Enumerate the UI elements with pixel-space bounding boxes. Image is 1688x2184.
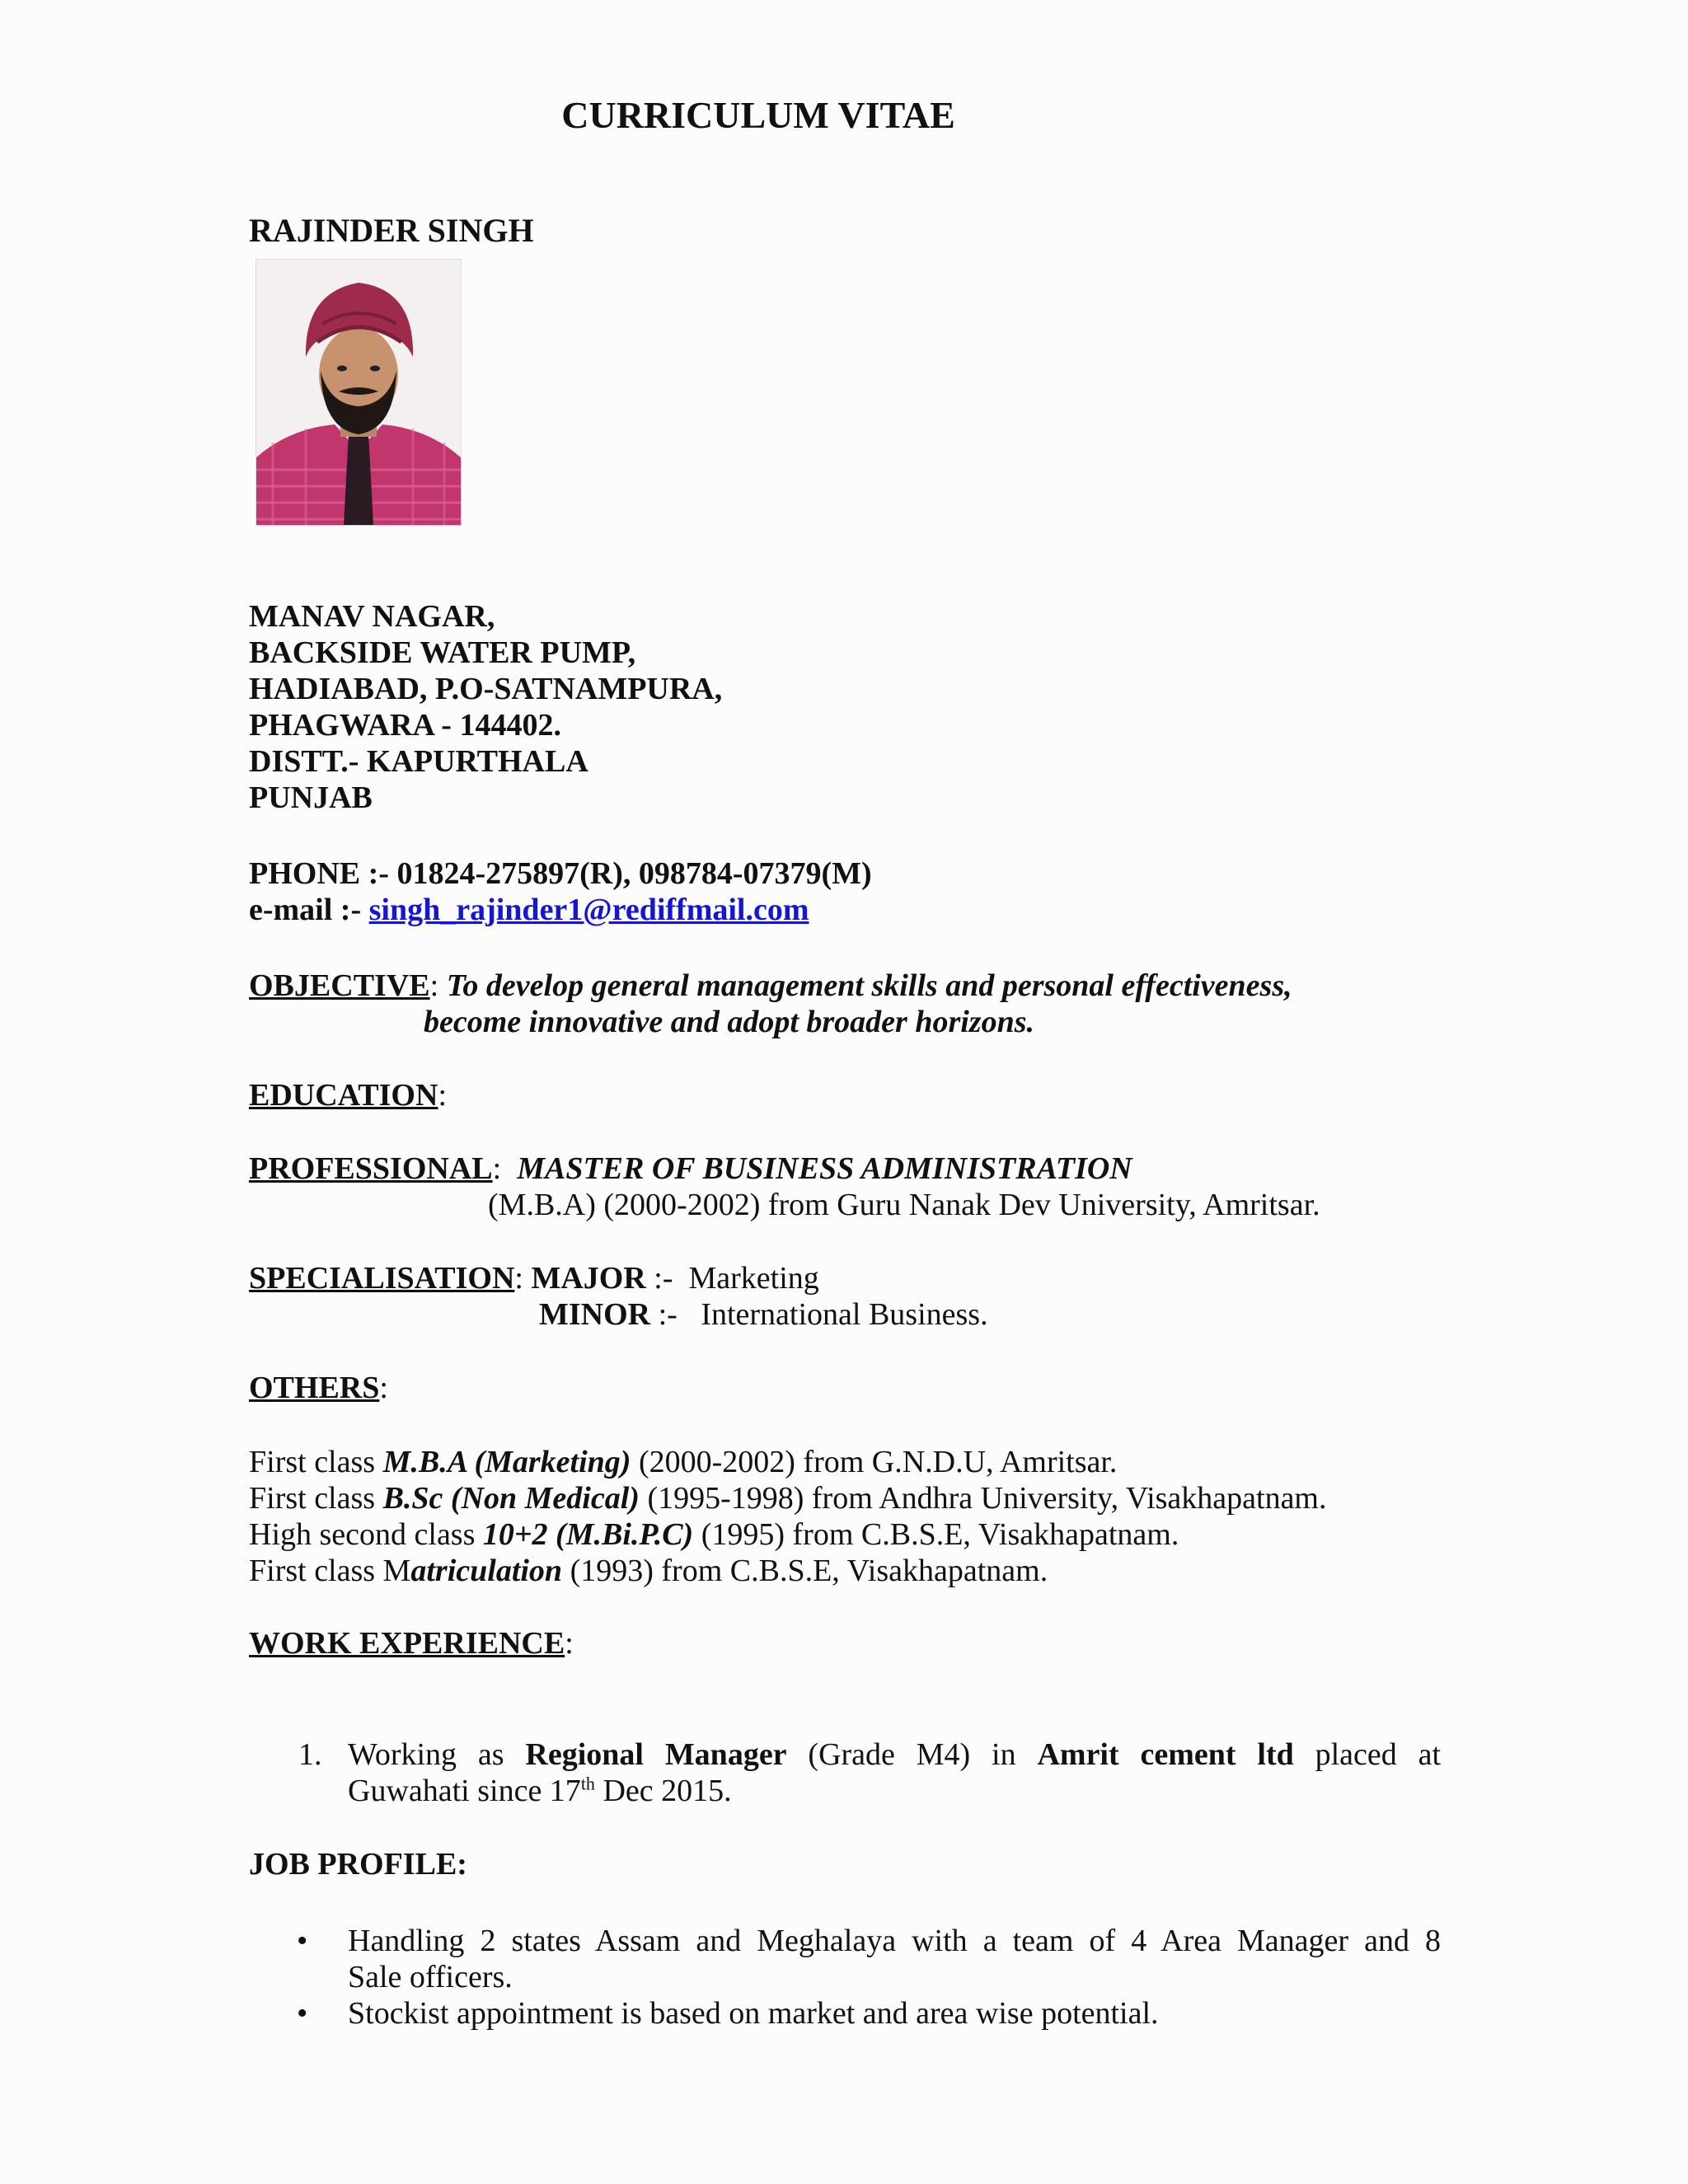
bullet-line: Handling 2 states Assam and Meghalaya with a team of 4 Area Manager and 8 [348, 1924, 1441, 1958]
qualification-detail: (1995-1998) from Andhra University, Visakhapatnam. [639, 1481, 1327, 1516]
specialisation-major-line: SPECIALISATION: MAJOR :- Marketing [249, 1261, 819, 1296]
qualification-prefix: First class [249, 1445, 383, 1479]
qualification-name: 10+2 (M.Bi.P.C) [482, 1517, 694, 1552]
objective-heading: OBJECTIVE [249, 968, 430, 1003]
phone-value: 01824-275897(R), 098784-07379(M) [396, 856, 872, 891]
objective-line-2: become innovative and adopt broader horizons. [424, 1005, 1035, 1039]
major-value: Marketing [688, 1261, 819, 1296]
others-list [249, 1444, 1469, 1589]
qualification-detail: (1993) from C.B.S.E, Visakhapatnam. [562, 1554, 1048, 1588]
bullet-text [348, 1995, 1441, 2032]
objective-text: To develop general management skills and personal effectiveness, [446, 968, 1292, 1003]
address-line: PUNJAB [249, 780, 373, 815]
ordinal-suffix: th [580, 1773, 595, 1794]
qualification-name: atriculation [410, 1554, 563, 1588]
bullet-icon: • [297, 1996, 308, 2031]
address-line: DISTT.- KAPURTHALA [249, 744, 588, 779]
minor-value: International Business. [701, 1297, 988, 1332]
address-line: HADIABAD, P.O-SATNAMPURA, [249, 672, 723, 706]
specialisation-minor-line: MINOR :- International Business. [539, 1297, 988, 1332]
bullet-line: Sale officers. [348, 1960, 513, 1994]
professional-heading: PROFESSIONAL [249, 1151, 493, 1186]
qualification-detail: (1995) from C.B.S.E, Visakhapatnam. [693, 1517, 1179, 1552]
education-heading: EDUCATION [249, 1078, 438, 1113]
professional-qualification [249, 1151, 1469, 1223]
qualification-prefix: High second class [249, 1517, 483, 1552]
work-heading-line: WORK EXPERIENCE: [249, 1626, 574, 1661]
work-text: Dec 2015. [594, 1774, 732, 1808]
postal-address [249, 598, 722, 816]
work-text: Working as [348, 1737, 504, 1772]
bullet-line: Stockist appointment is based on market and area wise potential. [348, 1996, 1159, 2031]
qualification-name: M.B.A (Marketing) [382, 1445, 631, 1479]
work-text: Guwahati since 17 [348, 1774, 581, 1808]
item-number: 1. [298, 1737, 322, 1772]
work-text: (Grade M4) in [808, 1737, 1016, 1772]
contact-block [249, 855, 872, 928]
email-link[interactable]: singh_rajinder1@rediffmail.com [368, 893, 809, 927]
phone-line [249, 855, 872, 892]
job-role: Regional Manager [525, 1737, 787, 1772]
list-item [249, 1923, 1439, 1995]
profile-photo [256, 259, 462, 526]
document-title: CURRICULUM VITAE [561, 94, 955, 136]
specialisation [249, 1260, 1469, 1333]
qualification-prefix: First class M [249, 1554, 411, 1588]
list-item [249, 1480, 1469, 1516]
email-line [249, 892, 872, 928]
qualification-prefix: First class [249, 1481, 383, 1516]
work-experience-heading: WORK EXPERIENCE [249, 1626, 565, 1661]
candidate-name: RAJINDER SINGH [249, 212, 534, 249]
address-line: BACKSIDE WATER PUMP, [249, 635, 636, 670]
bullet-icon: • [297, 1924, 308, 1958]
job-profile-list [249, 1923, 1439, 2032]
work-line-1 [348, 1736, 1441, 1773]
major-label: MAJOR [531, 1261, 646, 1296]
others-heading-line: OTHERS: [249, 1371, 388, 1405]
qualification-detail: (2000-2002) from G.N.D.U, Amritsar. [631, 1445, 1118, 1479]
specialisation-heading: SPECIALISATION [249, 1261, 515, 1296]
minor-label: MINOR [539, 1297, 651, 1332]
objective-line-1: OBJECTIVE: To develop general management skills and personal effectiveness, [249, 968, 1292, 1003]
work-text: placed at [1315, 1737, 1442, 1772]
email-label: e-mail :- [249, 893, 362, 927]
bullet-text [348, 1923, 1441, 1995]
others-heading: OTHERS [249, 1371, 380, 1405]
phone-label: PHONE :- [249, 856, 389, 891]
list-item [249, 1516, 1469, 1553]
list-item [249, 1553, 1469, 1589]
qualification-name: B.Sc (Non Medical) [382, 1481, 640, 1516]
work-line-2 [348, 1773, 1441, 1809]
portrait-image [256, 260, 461, 525]
education-heading-line: EDUCATION: [249, 1078, 447, 1113]
objective-section [249, 968, 1469, 1040]
list-item [249, 1995, 1439, 2032]
job-profile-heading: JOB PROFILE: [249, 1847, 467, 1882]
list-item [249, 1444, 1469, 1480]
degree-detail: (M.B.A) (2000-2002) from Guru Nanak Dev University, Amritsar. [488, 1188, 1320, 1222]
degree-title: MASTER OF BUSINESS ADMINISTRATION [517, 1151, 1132, 1186]
company-name: Amrit cement ltd [1037, 1737, 1294, 1772]
professional-line-1: PROFESSIONAL: MASTER OF BUSINESS ADMINISTRATION [249, 1151, 1132, 1186]
address-line: MANAV NAGAR, [249, 599, 495, 634]
address-line: PHAGWARA - 144402. [249, 708, 561, 743]
